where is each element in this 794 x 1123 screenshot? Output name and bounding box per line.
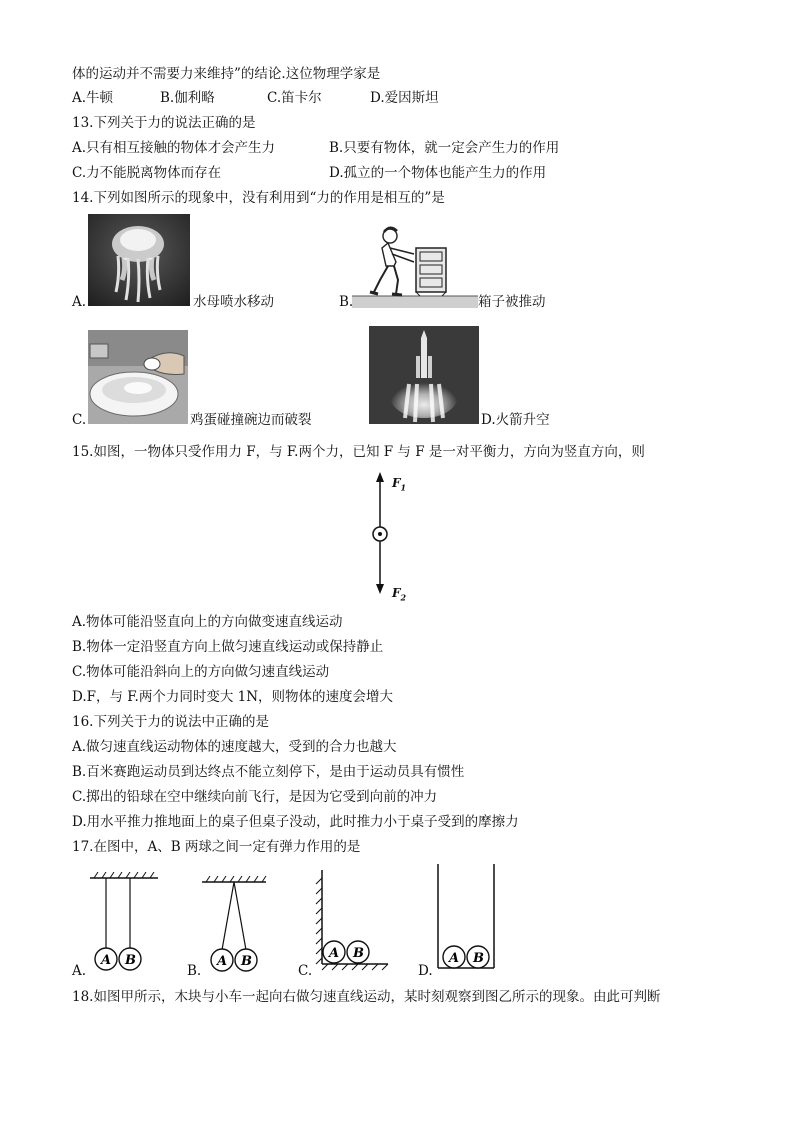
svg-text:A: A (449, 951, 460, 966)
force-f1-label: $F_1$ (392, 476, 407, 493)
q17-diagram-a (88, 872, 160, 976)
q12-option-a: A.牛顿 (72, 90, 114, 106)
q16-option-b: B.百米赛跑运动员到达终点不能立刻停下，是由于运动员具有惯性 (72, 764, 465, 780)
svg-text:A: A (329, 946, 340, 961)
q18-stem: 18.如图甲所示，木块与小车一起向右做匀速直线运动，某时刻观察到图乙所示的现象。由此可判断 (72, 989, 661, 1005)
svg-text:B: B (473, 951, 484, 966)
q14-option-a-letter: A. (72, 294, 87, 310)
q17-stem: 17.在图中，A、B 两球之间一定有弹力作用的是 (72, 839, 361, 855)
q15-stem: 15.如图，一物体只受作用力 F，与 F.两个力，已知 F 与 F 是一对平衡力，方向为竖直方向，则 (72, 444, 645, 460)
ball-b-label: B (125, 953, 136, 968)
ball-a-label: A (101, 953, 112, 968)
q17-option-d-letter: D. (418, 963, 433, 979)
q16-option-a: A.做匀速直线运动物体的速度越大，受到的合力也越大 (72, 739, 397, 755)
q17-option-c-letter: C. (298, 963, 313, 979)
q17-option-a-letter: A. (72, 963, 87, 979)
jellyfish-photo (88, 214, 190, 306)
q15-option-c: C.物体可能沿斜向上的方向做匀速直线运动 (72, 664, 330, 680)
up-arrowhead (376, 472, 384, 482)
person-pushing-box-image (352, 218, 478, 308)
q14-option-d-caption: D.火箭升空 (481, 412, 550, 428)
q12-option-b: B.伽利略 (160, 90, 215, 106)
q14-option-b-letter: B. (339, 294, 354, 310)
q14-option-c-letter: C. (72, 412, 87, 428)
q15-option-d: D.F，与 F.两个力同时变大 1N，则物体的速度会增大 (72, 689, 394, 705)
q16-option-d: D.用水平推力推地面上的桌子但桌子没动，此时推力小于桌子受到的摩擦力 (72, 814, 519, 830)
q13-option-b: B.只要有物体，就一定会产生力的作用 (329, 140, 560, 156)
q12-stem-tail: 体的运动并不需要力来维持”的结论.这位物理学家是 (72, 66, 381, 82)
q12-option-c: C.笛卡尔 (267, 90, 322, 106)
q15-option-a: A.物体可能沿竖直向上的方向做变速直线运动 (72, 614, 343, 630)
down-arrowhead (376, 584, 384, 594)
q14-option-b-caption: 箱子被推动 (478, 294, 546, 310)
force-f2-label: $F_2$ (392, 586, 407, 603)
q12-option-d: D.爱因斯坦 (370, 90, 439, 106)
q16-stem: 16.下列关于力的说法中正确的是 (72, 714, 269, 730)
q17-diagram-d (432, 862, 500, 974)
egg-bowl-photo (88, 330, 188, 424)
q15-option-b: B.物体一定沿竖直方向上做匀速直线运动或保持静止 (72, 639, 384, 655)
q14-option-a-caption: 水母喷水移动 (193, 294, 274, 310)
q14-stem: 14.下列如图所示的现象中，没有利用到“力的作用是相互的”是 (72, 190, 445, 206)
svg-text:B: B (353, 946, 364, 961)
q13-option-d: D.孤立的一个物体也能产生力的作用 (329, 165, 547, 181)
q13-stem: 13.下列关于力的说法正确的是 (72, 115, 256, 131)
q17-option-b-letter: B. (187, 963, 202, 979)
q13-option-c: C.力不能脱离物体而存在 (72, 165, 222, 181)
q14-option-c-caption: 鸡蛋碰撞碗边而破裂 (190, 412, 312, 428)
q17-diagram-b (200, 874, 272, 976)
svg-text:B: B (241, 954, 252, 969)
svg-text:A: A (217, 954, 228, 969)
q16-option-c: C.掷出的铅球在空中继续向前飞行，是因为它受到向前的冲力 (72, 789, 438, 805)
force-diagram (360, 470, 420, 602)
rocket-launch-photo (369, 326, 479, 424)
q17-diagram-c (312, 868, 390, 974)
q13-option-a: A.只有相互接触的物体才会产生力 (72, 140, 276, 156)
